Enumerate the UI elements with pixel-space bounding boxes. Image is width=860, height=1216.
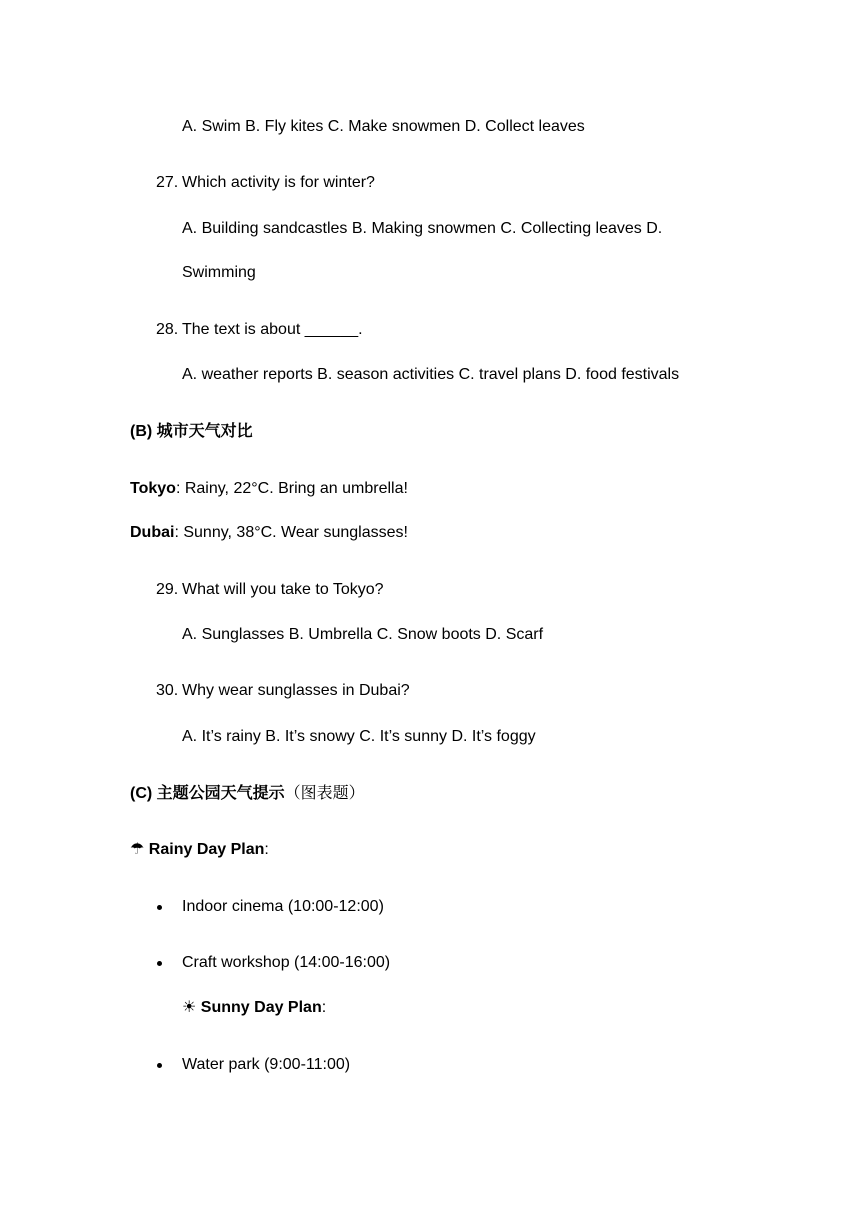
q30-question: Why wear sunglasses in Dubai? (182, 682, 410, 699)
dubai-label: Dubai (130, 524, 175, 541)
tokyo-line (130, 479, 408, 499)
q28-question: The text is about ______. (182, 321, 363, 338)
q29-options: A. Sunglasses B. Umbrella C. Snow boots D. Scarf (182, 626, 544, 643)
section-c-heading-bold: (C) 主题公园天气提示 (130, 785, 285, 802)
bullet (157, 905, 162, 910)
q28-number: 28. (156, 321, 179, 338)
q30-number: 30. (156, 682, 179, 699)
q29-question: What will you take to Tokyo? (182, 581, 384, 598)
q26-options: A. Swim B. Fly kites C. Make snowmen D. Collect leaves (182, 118, 585, 135)
umbrella-icon: ☂ (130, 841, 145, 858)
q28-options: A. weather reports B. season activities C. travel plans D. food festivals (182, 366, 680, 383)
q30-options: A. It’s rainy B. It’s snowy C. It’s sunny D. It’s foggy (182, 728, 536, 745)
section-c-heading-note: （图表题） (284, 785, 365, 802)
dubai-line (130, 523, 408, 543)
sunny-plan-colon: : (321, 999, 327, 1016)
sunny-plan-title (182, 998, 326, 1018)
rainy-item-2: Craft workshop (14:00-16:00) (182, 954, 391, 971)
sunny-item-1: Water park (9:00-11:00) (182, 1056, 351, 1073)
rainy-item-1: Indoor cinema (10:00-12:00) (182, 898, 384, 915)
rainy-plan-label: Rainy Day Plan (148, 841, 265, 858)
sun-icon: ☀ (182, 999, 197, 1016)
tokyo-text: : Rainy, 22°C. Bring an umbrella! (175, 480, 408, 497)
q27-number: 27. (156, 174, 179, 191)
rainy-plan-colon: : (264, 841, 269, 858)
sunny-plan-label: Sunny Day Plan (200, 999, 322, 1016)
q27-options-line2: Swimming (182, 264, 256, 281)
section-c-heading (130, 784, 365, 804)
q29-number: 29. (156, 581, 179, 598)
section-b-heading: (B) 城市天气对比 (130, 423, 253, 440)
bullet (157, 1063, 162, 1068)
q27-options-line1: A. Building sandcastles B. Making snowmen C. Collecting leaves D. (182, 220, 663, 237)
dubai-text: : Sunny, 38°C. Wear sunglasses! (174, 524, 408, 541)
bullet (157, 961, 162, 966)
rainy-plan-title (130, 840, 269, 860)
tokyo-label: Tokyo (130, 480, 176, 497)
q27-question: Which activity is for winter? (182, 174, 375, 191)
